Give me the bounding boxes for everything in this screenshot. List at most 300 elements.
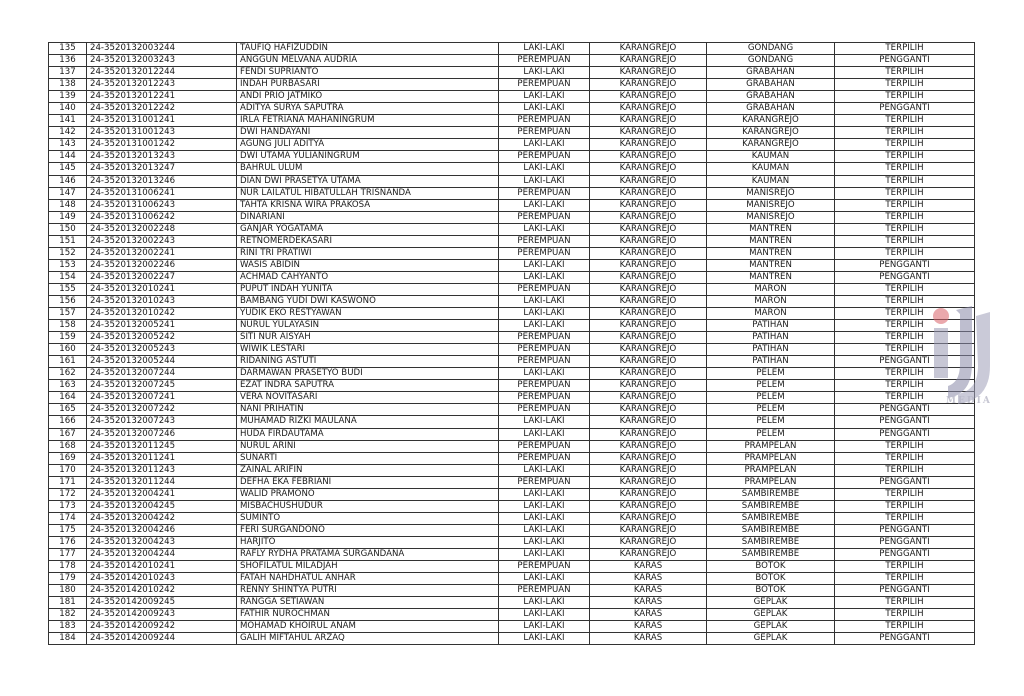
status-cell: PENGGANTI (835, 476, 975, 488)
district-cell: KARAS (590, 621, 707, 633)
district-cell: KARAS (590, 585, 707, 597)
row-number: 155 (49, 283, 87, 295)
name-cell: NURUL YULAYASIN (237, 320, 499, 332)
nik-cell: 24-3520132013246 (87, 175, 237, 187)
table-row (49, 488, 975, 500)
name-cell: SHOFILATUL MILADJAH (237, 561, 499, 573)
name-cell: ACHMAD CAHYANTO (237, 271, 499, 283)
status-cell: PENGGANTI (835, 524, 975, 536)
gender-cell: PEREMPUAN (499, 404, 590, 416)
nik-cell: 24-3520142010241 (87, 561, 237, 573)
row-number: 144 (49, 151, 87, 163)
district-cell: KARANGREJO (590, 524, 707, 536)
name-cell: NANI PRIHATIN (237, 404, 499, 416)
district-cell: KARANGREJO (590, 368, 707, 380)
district-cell: KARANGREJO (590, 55, 707, 67)
status-cell: TERPILIH (835, 308, 975, 320)
name-cell: WIWIK LESTARI (237, 344, 499, 356)
name-cell: DINARIANI (237, 211, 499, 223)
nik-cell: 24-3520132007244 (87, 368, 237, 380)
row-number: 151 (49, 235, 87, 247)
village-cell: KAUMAN (707, 175, 835, 187)
nik-cell: 24-3520131006242 (87, 211, 237, 223)
nik-cell: 24-3520142010243 (87, 573, 237, 585)
village-cell: SAMBIREMBE (707, 488, 835, 500)
nik-cell: 24-3520132002246 (87, 259, 237, 271)
village-cell: GEPLAK (707, 621, 835, 633)
row-number: 176 (49, 536, 87, 548)
table-row (49, 247, 975, 259)
village-cell: SAMBIREMBE (707, 512, 835, 524)
nik-cell: 24-3520132010241 (87, 283, 237, 295)
gender-cell: LAKI-LAKI (499, 67, 590, 79)
district-cell: KARANGREJO (590, 428, 707, 440)
name-cell: FATAH NAHDHATUL ANHAR (237, 573, 499, 585)
status-cell: TERPILIH (835, 380, 975, 392)
row-number: 183 (49, 621, 87, 633)
district-cell: KARAS (590, 561, 707, 573)
row-number: 171 (49, 476, 87, 488)
district-cell: KARANGREJO (590, 115, 707, 127)
village-cell: MANTREN (707, 223, 835, 235)
row-number: 164 (49, 392, 87, 404)
status-cell: TERPILIH (835, 392, 975, 404)
gender-cell: PEREMPUAN (499, 452, 590, 464)
status-cell: TERPILIH (835, 163, 975, 175)
gender-cell: PEREMPUAN (499, 440, 590, 452)
district-cell: KARANGREJO (590, 452, 707, 464)
table-row (49, 500, 975, 512)
village-cell: KARANGREJO (707, 115, 835, 127)
gender-cell: LAKI-LAKI (499, 633, 590, 645)
status-cell: TERPILIH (835, 67, 975, 79)
district-cell: KARANGREJO (590, 476, 707, 488)
district-cell: KARANGREJO (590, 139, 707, 151)
status-cell: TERPILIH (835, 512, 975, 524)
table-row (49, 428, 975, 440)
table-row (49, 380, 975, 392)
district-cell: KARANGREJO (590, 356, 707, 368)
row-number: 153 (49, 259, 87, 271)
name-cell: FATHIR NUROCHMAN (237, 609, 499, 621)
status-cell: TERPILIH (835, 139, 975, 151)
district-cell: KARANGREJO (590, 67, 707, 79)
name-cell: AGUNG JULI ADITYA (237, 139, 499, 151)
gender-cell: PEREMPUAN (499, 235, 590, 247)
row-number: 175 (49, 524, 87, 536)
gender-cell: LAKI-LAKI (499, 573, 590, 585)
row-number: 162 (49, 368, 87, 380)
village-cell: GRABAHAN (707, 103, 835, 115)
status-cell: PENGGANTI (835, 103, 975, 115)
district-cell: KARANGREJO (590, 488, 707, 500)
status-cell: TERPILIH (835, 247, 975, 259)
village-cell: GRABAHAN (707, 79, 835, 91)
row-number: 157 (49, 308, 87, 320)
gender-cell: LAKI-LAKI (499, 368, 590, 380)
table-row (49, 91, 975, 103)
gender-cell: PEREMPUAN (499, 561, 590, 573)
nik-cell: 24-3520132007245 (87, 380, 237, 392)
nik-cell: 24-3520142009242 (87, 621, 237, 633)
nik-cell: 24-3520132012244 (87, 67, 237, 79)
name-cell: GANJAR YOGATAMA (237, 223, 499, 235)
table-row (49, 43, 975, 55)
table-row (49, 55, 975, 67)
status-cell: TERPILIH (835, 187, 975, 199)
status-cell: TERPILIH (835, 561, 975, 573)
status-cell: TERPILIH (835, 91, 975, 103)
row-number: 137 (49, 67, 87, 79)
row-number: 163 (49, 380, 87, 392)
nik-cell: 24-3520132003243 (87, 55, 237, 67)
district-cell: KARANGREJO (590, 103, 707, 115)
name-cell: DEFHA EKA FEBRIANI (237, 476, 499, 488)
nik-cell: 24-3520132004242 (87, 512, 237, 524)
village-cell: PELEM (707, 380, 835, 392)
nik-cell: 24-3520132012241 (87, 91, 237, 103)
village-cell: PELEM (707, 428, 835, 440)
district-cell: KARANGREJO (590, 536, 707, 548)
village-cell: MANISREJO (707, 187, 835, 199)
table-row (49, 536, 975, 548)
gender-cell: LAKI-LAKI (499, 621, 590, 633)
status-cell: TERPILIH (835, 452, 975, 464)
name-cell: ADITYA SURYA SAPUTRA (237, 103, 499, 115)
row-number: 136 (49, 55, 87, 67)
table-row (49, 464, 975, 476)
row-number: 181 (49, 597, 87, 609)
nik-cell: 24-3520131006241 (87, 187, 237, 199)
status-cell: TERPILIH (835, 199, 975, 211)
village-cell: KARANGREJO (707, 127, 835, 139)
status-cell: PENGGANTI (835, 585, 975, 597)
nik-cell: 24-3520132007241 (87, 392, 237, 404)
nik-cell: 24-3520142009245 (87, 597, 237, 609)
table-row (49, 67, 975, 79)
village-cell: MANISREJO (707, 211, 835, 223)
row-number: 166 (49, 416, 87, 428)
gender-cell: PEREMPUAN (499, 392, 590, 404)
gender-cell: PEREMPUAN (499, 247, 590, 259)
village-cell: MARON (707, 295, 835, 307)
row-number: 174 (49, 512, 87, 524)
nik-cell: 24-3520131001243 (87, 127, 237, 139)
name-cell: EZAT INDRA SAPUTRA (237, 380, 499, 392)
village-cell: PATIHAN (707, 332, 835, 344)
district-cell: KARANGREJO (590, 500, 707, 512)
village-cell: MANTREN (707, 259, 835, 271)
name-cell: RENNY SHINTYA PUTRI (237, 585, 499, 597)
nik-cell: 24-3520132005241 (87, 320, 237, 332)
district-cell: KARANGREJO (590, 175, 707, 187)
name-cell: GALIH MIFTAHUL ARZAQ (237, 633, 499, 645)
status-cell: PENGGANTI (835, 548, 975, 560)
row-number: 168 (49, 440, 87, 452)
table-row (49, 259, 975, 271)
village-cell: PELEM (707, 368, 835, 380)
name-cell: HUDA FIRDAUTAMA (237, 428, 499, 440)
status-cell: TERPILIH (835, 320, 975, 332)
district-cell: KARANGREJO (590, 548, 707, 560)
status-cell: TERPILIH (835, 368, 975, 380)
village-cell: KARANGREJO (707, 139, 835, 151)
status-cell: TERPILIH (835, 488, 975, 500)
village-cell: MANTREN (707, 271, 835, 283)
name-cell: MOHAMAD KHOIRUL ANAM (237, 621, 499, 633)
village-cell: PRAMPELAN (707, 464, 835, 476)
participant-table (48, 42, 975, 645)
nik-cell: 24-3520132004245 (87, 500, 237, 512)
status-cell: PENGGANTI (835, 416, 975, 428)
nik-cell: 24-3520132011244 (87, 476, 237, 488)
village-cell: PRAMPELAN (707, 452, 835, 464)
name-cell: SUNARTI (237, 452, 499, 464)
village-cell: KAUMAN (707, 151, 835, 163)
name-cell: RANGGA SETIAWAN (237, 597, 499, 609)
gender-cell: LAKI-LAKI (499, 295, 590, 307)
table-row (49, 609, 975, 621)
table-row (49, 163, 975, 175)
table-row (49, 199, 975, 211)
district-cell: KARANGREJO (590, 199, 707, 211)
gender-cell: LAKI-LAKI (499, 199, 590, 211)
nik-cell: 24-3520142009244 (87, 633, 237, 645)
nik-cell: 24-3520132011243 (87, 464, 237, 476)
row-number: 140 (49, 103, 87, 115)
table-row (49, 585, 975, 597)
name-cell: NURUL ARINI (237, 440, 499, 452)
district-cell: KARANGREJO (590, 320, 707, 332)
village-cell: SAMBIREMBE (707, 500, 835, 512)
row-number: 138 (49, 79, 87, 91)
status-cell: TERPILIH (835, 211, 975, 223)
table-row (49, 633, 975, 645)
table-row (49, 139, 975, 151)
table-row (49, 103, 975, 115)
gender-cell: PEREMPUAN (499, 211, 590, 223)
nik-cell: 24-3520132004243 (87, 536, 237, 548)
row-number: 173 (49, 500, 87, 512)
status-cell: PENGGANTI (835, 55, 975, 67)
gender-cell: LAKI-LAKI (499, 536, 590, 548)
district-cell: KARANGREJO (590, 91, 707, 103)
name-cell: BAHRUL ULUM (237, 163, 499, 175)
gender-cell: LAKI-LAKI (499, 103, 590, 115)
nik-cell: 24-3520132004241 (87, 488, 237, 500)
row-number: 178 (49, 561, 87, 573)
gender-cell: PEREMPUAN (499, 585, 590, 597)
gender-cell: LAKI-LAKI (499, 512, 590, 524)
row-number: 170 (49, 464, 87, 476)
table-row (49, 211, 975, 223)
table-row (49, 127, 975, 139)
gender-cell: LAKI-LAKI (499, 609, 590, 621)
status-cell: TERPILIH (835, 115, 975, 127)
district-cell: KARANGREJO (590, 332, 707, 344)
row-number: 158 (49, 320, 87, 332)
name-cell: ANDI PRIO JATMIKO (237, 91, 499, 103)
status-cell: TERPILIH (835, 127, 975, 139)
gender-cell: LAKI-LAKI (499, 548, 590, 560)
district-cell: KARANGREJO (590, 211, 707, 223)
table-row (49, 115, 975, 127)
name-cell: FERI SURGANDONO (237, 524, 499, 536)
row-number: 180 (49, 585, 87, 597)
table-row (49, 548, 975, 560)
row-number: 172 (49, 488, 87, 500)
name-cell: RETNOMERDEKASARI (237, 235, 499, 247)
table-row (49, 416, 975, 428)
name-cell: DARMAWAN PRASETYO BUDI (237, 368, 499, 380)
status-cell: PENGGANTI (835, 536, 975, 548)
nik-cell: 24-3520132010242 (87, 308, 237, 320)
gender-cell: LAKI-LAKI (499, 597, 590, 609)
gender-cell: PEREMPUAN (499, 332, 590, 344)
row-number: 159 (49, 332, 87, 344)
nik-cell: 24-3520132012243 (87, 79, 237, 91)
table-row (49, 476, 975, 488)
watermark-text: MEDIA (946, 396, 992, 406)
row-number: 150 (49, 223, 87, 235)
name-cell: YUDIK EKO RESTYAWAN (237, 308, 499, 320)
gender-cell: LAKI-LAKI (499, 271, 590, 283)
district-cell: KARANGREJO (590, 404, 707, 416)
table-row (49, 440, 975, 452)
village-cell: PRAMPELAN (707, 440, 835, 452)
village-cell: SAMBIREMBE (707, 536, 835, 548)
row-number: 135 (49, 43, 87, 55)
village-cell: BOTOK (707, 573, 835, 585)
district-cell: KARANGREJO (590, 235, 707, 247)
table-row (49, 368, 975, 380)
nik-cell: 24-3520132002248 (87, 223, 237, 235)
gender-cell: LAKI-LAKI (499, 308, 590, 320)
village-cell: GONDANG (707, 55, 835, 67)
name-cell: DWI UTAMA YULIANINGRUM (237, 151, 499, 163)
status-cell: TERPILIH (835, 464, 975, 476)
row-number: 148 (49, 199, 87, 211)
gender-cell: LAKI-LAKI (499, 163, 590, 175)
village-cell: PATIHAN (707, 344, 835, 356)
district-cell: KARANGREJO (590, 187, 707, 199)
row-number: 184 (49, 633, 87, 645)
district-cell: KARANGREJO (590, 440, 707, 452)
name-cell: RAFLY RYDHA PRATAMA SURGANDANA (237, 548, 499, 560)
district-cell: KARAS (590, 609, 707, 621)
nik-cell: 24-3520132012242 (87, 103, 237, 115)
nik-cell: 24-3520132005242 (87, 332, 237, 344)
district-cell: KARANGREJO (590, 127, 707, 139)
gender-cell: PEREMPUAN (499, 476, 590, 488)
name-cell: HARJITO (237, 536, 499, 548)
village-cell: BOTOK (707, 561, 835, 573)
table-body (49, 43, 975, 645)
village-cell: PELEM (707, 404, 835, 416)
district-cell: KARAS (590, 633, 707, 645)
table-row (49, 344, 975, 356)
village-cell: SAMBIREMBE (707, 524, 835, 536)
district-cell: KARANGREJO (590, 380, 707, 392)
table-row (49, 271, 975, 283)
district-cell: KARANGREJO (590, 79, 707, 91)
gender-cell: LAKI-LAKI (499, 416, 590, 428)
gender-cell: LAKI-LAKI (499, 175, 590, 187)
nik-cell: 24-3520131006243 (87, 199, 237, 211)
gender-cell: LAKI-LAKI (499, 524, 590, 536)
table-row (49, 175, 975, 187)
name-cell: NUR LAILATUL HIBATULLAH TRISNANDA (237, 187, 499, 199)
village-cell: MANTREN (707, 247, 835, 259)
row-number: 141 (49, 115, 87, 127)
name-cell: TAUFIQ HAFIZUDDIN (237, 43, 499, 55)
nik-cell: 24-3520132004246 (87, 524, 237, 536)
district-cell: KARANGREJO (590, 392, 707, 404)
gender-cell: LAKI-LAKI (499, 223, 590, 235)
gender-cell: LAKI-LAKI (499, 464, 590, 476)
village-cell: SAMBIREMBE (707, 548, 835, 560)
status-cell: TERPILIH (835, 295, 975, 307)
name-cell: RIDANING ASTUTI (237, 356, 499, 368)
name-cell: FENDI SUPRIANTO (237, 67, 499, 79)
row-number: 177 (49, 548, 87, 560)
row-number: 160 (49, 344, 87, 356)
status-cell: TERPILIH (835, 440, 975, 452)
name-cell: DIAN DWI PRASETYA UTAMA (237, 175, 499, 187)
nik-cell: 24-3520132002243 (87, 235, 237, 247)
nik-cell: 24-3520131001241 (87, 115, 237, 127)
district-cell: KARANGREJO (590, 223, 707, 235)
gender-cell: LAKI-LAKI (499, 428, 590, 440)
nik-cell: 24-3520132007243 (87, 416, 237, 428)
district-cell: KARAS (590, 597, 707, 609)
name-cell: TAHTA KRISNA WIRA PRAKOSA (237, 199, 499, 211)
gender-cell: PEREMPUAN (499, 380, 590, 392)
district-cell: KARANGREJO (590, 271, 707, 283)
gender-cell: LAKI-LAKI (499, 43, 590, 55)
village-cell: MANTREN (707, 235, 835, 247)
village-cell: GONDANG (707, 43, 835, 55)
name-cell: MUHAMAD RIZKI MAULANA (237, 416, 499, 428)
district-cell: KARANGREJO (590, 151, 707, 163)
table-row (49, 404, 975, 416)
gender-cell: LAKI-LAKI (499, 259, 590, 271)
gender-cell: PEREMPUAN (499, 151, 590, 163)
village-cell: PELEM (707, 392, 835, 404)
table-row (49, 573, 975, 585)
row-number: 143 (49, 139, 87, 151)
gender-cell: PEREMPUAN (499, 127, 590, 139)
status-cell: TERPILIH (835, 79, 975, 91)
nik-cell: 24-3520132007246 (87, 428, 237, 440)
village-cell: GEPLAK (707, 597, 835, 609)
status-cell: PENGGANTI (835, 356, 975, 368)
status-cell: TERPILIH (835, 500, 975, 512)
nik-cell: 24-3520142010242 (87, 585, 237, 597)
gender-cell: LAKI-LAKI (499, 139, 590, 151)
row-number: 167 (49, 428, 87, 440)
village-cell: GRABAHAN (707, 67, 835, 79)
nik-cell: 24-3520142009243 (87, 609, 237, 621)
village-cell: KAUMAN (707, 163, 835, 175)
row-number: 142 (49, 127, 87, 139)
name-cell: ANGGUN MELVANA AUDRIA (237, 55, 499, 67)
name-cell: VERA NOVITASARI (237, 392, 499, 404)
gender-cell: PEREMPUAN (499, 115, 590, 127)
row-number: 165 (49, 404, 87, 416)
gender-cell: PEREMPUAN (499, 55, 590, 67)
nik-cell: 24-3520132005244 (87, 356, 237, 368)
